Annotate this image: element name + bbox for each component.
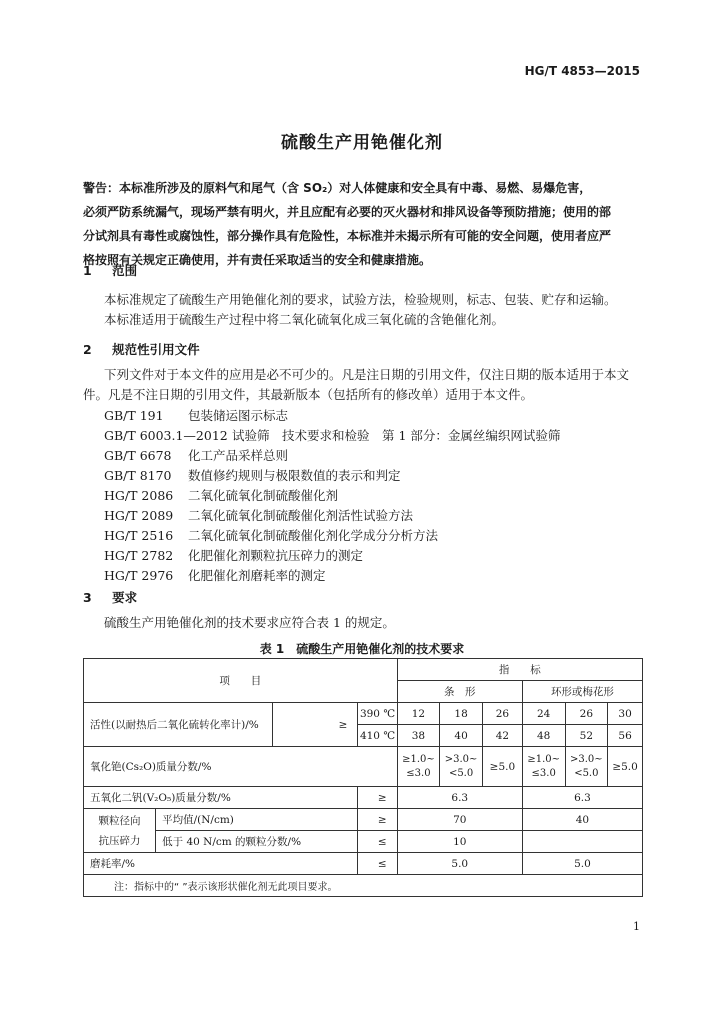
table-cell: 30	[608, 703, 643, 725]
cell-line: ≤3.0	[406, 767, 431, 779]
warning-line-4: 格按照有关规定正确使用，并有责任采取适当的安全和健康措施。	[83, 253, 432, 267]
crush-average-label-cell: 平均值/(N/cm)	[156, 809, 358, 831]
crush-average-operator-cell: ≥	[358, 809, 397, 831]
activity-operator-cell: ≥	[272, 703, 357, 747]
reference-item	[104, 526, 438, 544]
table-cell: 38	[397, 725, 440, 747]
table-cell: 24	[522, 703, 565, 725]
reference-code: HG/T 2089	[104, 508, 174, 523]
reference-code: HG/T 2976	[104, 568, 174, 583]
activity-temp-390-cell: 390 ℃	[358, 703, 397, 725]
document-title: 硫酸生产用铯催化剂	[281, 133, 443, 153]
reference-title: 数值修约规则与极限数值的表示和判定	[188, 468, 401, 483]
table-cell: ≥5.0	[608, 747, 643, 787]
crush-low-fraction-operator-cell: ≤	[358, 831, 397, 853]
reference-title: 二氧化硫氧化制硫酸催化剂	[188, 488, 339, 503]
reference-item	[104, 546, 363, 564]
reference-item	[104, 566, 326, 584]
crush-low-fraction-ring-cell	[522, 831, 642, 853]
cs2o-label-cell: 氧化铯(Cs₂O)质量分数/%	[84, 747, 398, 787]
activity-temp-410-cell: 410 ℃	[358, 725, 397, 747]
table-cell: 18	[440, 703, 483, 725]
reference-item	[104, 426, 560, 444]
section-2-paragraph-line-1: 下列文件对于本文件的应用是必不可少的。凡是注日期的引用文件，仅注日期的版本适用于本文	[104, 367, 630, 382]
section-1-paragraph-1: 本标准规定了硫酸生产用铯催化剂的要求，试验方法，检验规则，标志、包装、贮存和运输。	[104, 292, 617, 307]
table-cell	[397, 747, 440, 787]
table-cell: 26	[482, 703, 522, 725]
table-caption: 表 1 硫酸生产用铯催化剂的技术要求	[259, 642, 465, 656]
cell-line: ≥1.0~	[402, 753, 435, 765]
normative-reference-list	[104, 406, 644, 583]
reference-title: 二氧化硫氧化制硫酸催化剂化学成分分析方法	[188, 528, 439, 543]
reference-title: 化工产品采样总则	[188, 448, 289, 463]
section-3-heading	[83, 588, 137, 606]
crush-group-line-2: 抗压碎力	[98, 834, 141, 847]
section-3-number: 3	[83, 590, 92, 605]
table-cell	[440, 747, 483, 787]
section-2-heading	[83, 340, 200, 358]
crush-average-strip-cell: 70	[397, 809, 522, 831]
table-cell	[522, 747, 565, 787]
section-2-title: 规范性引用文件	[112, 342, 200, 357]
section-1-title: 范围	[112, 263, 138, 278]
cell-line: <5.0	[448, 767, 474, 779]
crush-low-fraction-label-cell: 低于 40 N/cm 的颗粒分数/%	[156, 831, 358, 853]
table-cell: 40	[440, 725, 483, 747]
v2o5-operator-cell: ≥	[358, 787, 397, 809]
table-cell: 42	[482, 725, 522, 747]
cell-line: ≥1.0~	[527, 753, 561, 765]
table-cell: ≥5.0	[482, 747, 522, 787]
section-1-paragraph-2: 本标准适用于硫酸生产过程中将二氧化硫氧化成三氧化硫的含铯催化剂。	[104, 312, 505, 327]
reference-code: GB/T 8170	[104, 468, 172, 483]
section-1-heading	[83, 261, 137, 279]
reference-code: GB/T 6678	[104, 448, 172, 463]
reference-title: 包装储运图示标志	[188, 408, 289, 423]
section-1-number: 1	[83, 263, 92, 278]
section-2-paragraph-line-2: 件。凡是不注日期的引用文件，其最新版本（包括所有的修改单）适用于本文件。	[83, 387, 534, 402]
wear-operator-cell: ≤	[358, 853, 397, 875]
reference-item	[104, 486, 338, 504]
table-cell	[565, 747, 608, 787]
header-ring-cell: 环形或梅花形	[522, 681, 642, 703]
reference-code: GB/T 6003.1—2012	[104, 428, 228, 443]
standard-code: HG/T 4853—2015	[524, 64, 640, 78]
reference-title: 化肥催化剂磨耗率的测定	[188, 568, 326, 583]
header-item-cell: 项 目	[84, 659, 398, 703]
wear-strip-cell: 5.0	[397, 853, 522, 875]
v2o5-ring-cell: 6.3	[522, 787, 642, 809]
header-strip-cell: 条 形	[397, 681, 522, 703]
reference-code: GB/T 191	[104, 408, 164, 423]
v2o5-strip-cell: 6.3	[397, 787, 522, 809]
crush-low-fraction-strip-cell: 10	[397, 831, 522, 853]
cell-line: ≤3.0	[531, 767, 556, 779]
wear-ring-cell: 5.0	[522, 853, 642, 875]
activity-label-cell: 活性(以耐热后二氧化硫转化率计)/%	[84, 703, 273, 747]
crush-group-line-1: 颗粒径向	[98, 814, 141, 827]
reference-item	[104, 466, 401, 484]
page-number: 1	[633, 920, 640, 933]
reference-item	[104, 446, 288, 464]
header-index-cell: 指 标	[397, 659, 642, 681]
warning-line-3: 分试剂具有毒性或腐蚀性，部分操作具有危险性，本标准并未揭示所有可能的安全问题，使用者应严	[83, 229, 612, 243]
cell-line: >3.0~	[444, 753, 478, 765]
table-cell: 56	[608, 725, 643, 747]
section-2-number: 2	[83, 342, 92, 357]
cell-line: >3.0~	[570, 753, 603, 765]
table-cell: 48	[522, 725, 565, 747]
warning-line-2: 必须严防系统漏气，现场严禁有明火，并且应配有必要的灭火器材和排风设备等预防措施；使用的部	[83, 205, 612, 219]
warning-line-1: 警告：本标准所涉及的原料气和尾气（含 SO₂）对人体健康和安全具有中毒、易燃、易爆危害，	[83, 181, 592, 195]
crush-strength-group-cell	[84, 809, 156, 853]
reference-item	[104, 506, 413, 524]
reference-code: HG/T 2516	[104, 528, 174, 543]
reference-title: 二氧化硫氧化制硫酸催化剂活性试验方法	[188, 508, 414, 523]
table-cell: 26	[565, 703, 608, 725]
reference-title: 试验筛 技术要求和检验 第 1 部分：金属丝编织网试验筛	[232, 428, 561, 443]
requirements-table	[83, 658, 643, 897]
table-cell: 52	[565, 725, 608, 747]
crush-average-ring-cell: 40	[522, 809, 642, 831]
reference-code: HG/T 2086	[104, 488, 174, 503]
cell-line: <5.0	[574, 767, 599, 779]
section-3-paragraph: 硫酸生产用铯催化剂的技术要求应符合表 1 的规定。	[104, 615, 395, 630]
reference-title: 化肥催化剂颗粒抗压碎力的测定	[188, 548, 364, 563]
table-note: 注：指标中的“ ”表示该形状催化剂无此项目要求。	[84, 875, 643, 897]
v2o5-label-cell: 五氧化二钒(V₂O₅)质量分数/%	[84, 787, 358, 809]
reference-item	[104, 406, 288, 424]
section-3-title: 要求	[112, 590, 138, 605]
table-cell: 12	[397, 703, 440, 725]
reference-code: HG/T 2782	[104, 548, 174, 563]
wear-label-cell: 磨耗率/%	[84, 853, 358, 875]
